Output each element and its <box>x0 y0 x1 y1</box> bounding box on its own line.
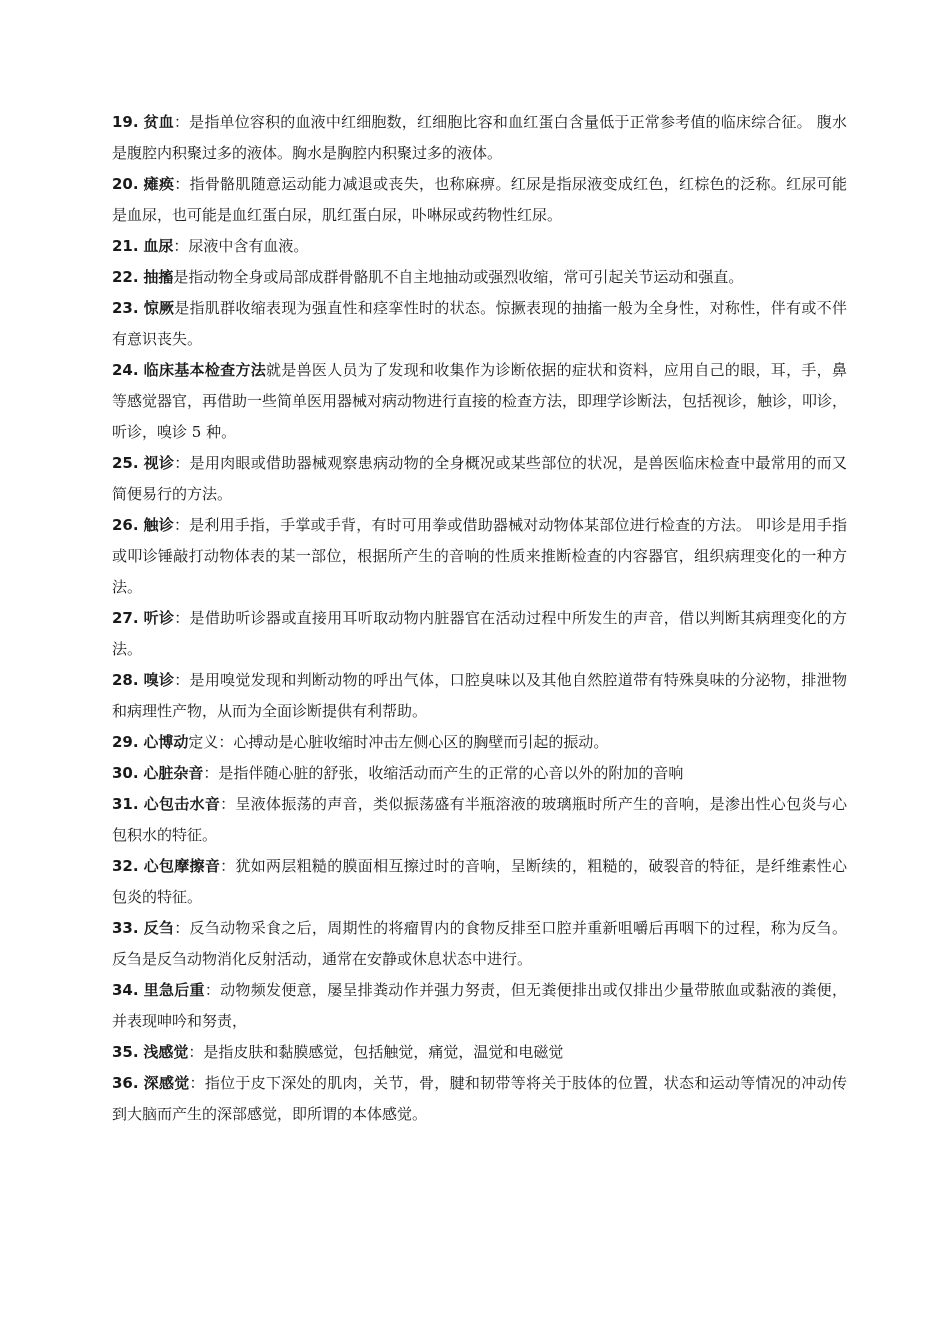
entry-term: 里急后重 <box>143 981 205 999</box>
entry-number: 23. <box>112 299 139 317</box>
document-page <box>112 107 847 1130</box>
entry-text: ：尿液中含有血液。 <box>173 237 309 255</box>
entry-36 <box>112 1068 847 1130</box>
entry-number: 26. <box>112 516 139 534</box>
entry-number: 21. <box>112 237 139 255</box>
entry-text: ：动物频发便意，屡呈排粪动作并强力努责，但无粪便排出或仅排出少量带脓血或黏液的粪便，并表现呻吟和努责， <box>112 981 847 1030</box>
entry-text: ：指骨骼肌随意运动能力减退或丧失，也称麻痹。红尿是指尿液变成红色，红棕色的泛称。红尿可能是血尿，也可能是血红蛋白尿，肌红蛋白尿，卟啉尿或药物性红尿。 <box>112 175 847 224</box>
entry-23 <box>112 293 847 355</box>
entry-term: 深感觉 <box>143 1074 190 1092</box>
entry-term: 贫血 <box>143 113 174 131</box>
entry-term: 心脏杂音 <box>143 764 204 782</box>
entry-35 <box>112 1037 847 1068</box>
entry-number: 30. <box>112 764 139 782</box>
entry-text: ：是指伴随心脏的舒张，收缩活动而产生的正常的心音以外的附加的音响 <box>203 764 684 782</box>
entry-term: 浅感觉 <box>143 1043 189 1061</box>
entry-number: 20. <box>112 175 139 193</box>
entry-text: ：指位于皮下深处的肌肉，关节，骨，腱和韧带等将关于肢体的位置，状态和运动等情况的冲动传到大脑而产生的深部感觉，即所谓的本体感觉。 <box>112 1074 847 1123</box>
entry-term: 血尿 <box>143 237 174 255</box>
entry-text: ：是利用手指，手掌或手背，有时可用拳或借助器械对动物体某部位进行检查的方法。 叩诊是用手指或叩诊锤敲打动物体表的某一部位，根据所产生的音响的性质来推断检查的内容器官，组织病理变化的一种方法。 <box>112 516 847 596</box>
entry-term: 惊厥 <box>143 299 175 317</box>
entry-text: 是指肌群收缩表现为强直性和痉挛性时的状态。惊撅表现的抽搐一般为全身性，对称性，伴有或不伴有意识丧失。 <box>112 299 847 348</box>
entry-30 <box>112 758 847 789</box>
entry-24 <box>112 355 847 448</box>
entry-text: 是指动物全身或局部成群骨骼肌不自主地抽动或强烈收缩，常可引起关节运动和强直。 <box>173 268 744 286</box>
entry-28 <box>112 665 847 727</box>
entry-34 <box>112 975 847 1037</box>
entry-number: 24. <box>112 361 139 379</box>
entry-32 <box>112 851 847 913</box>
entry-term: 嗅诊 <box>143 671 175 689</box>
entry-term: 反刍 <box>143 919 175 937</box>
entry-term: 临床基本检查方法 <box>143 361 267 379</box>
entry-number: 34. <box>112 981 139 999</box>
entry-text: ：反刍动物采食之后，周期性的将瘤胃内的食物反排至口腔并重新咀嚼后再咽下的过程，称为反刍。反刍是反刍动物消化反射活动，通常在安静或休息状态中进行。 <box>112 919 847 968</box>
entry-text: ：是用肉眼或借助器械观察患病动物的全身概况或某些部位的状况，是兽医临床检查中最常用的而又简便易行的方法。 <box>112 454 847 503</box>
entry-number: 29. <box>112 733 139 751</box>
entry-text: ：是用嗅觉发现和判断动物的呼出气体，口腔臭味以及其他自然腔道带有特殊臭味的分泌物，排泄物和病理性产物，从而为全面诊断提供有利帮助。 <box>112 671 847 720</box>
entry-text: ：犹如两层粗糙的膜面相互擦过时的音响，呈断续的，粗糙的，破裂音的特征，是纤维素性心包炎的特征。 <box>112 857 847 906</box>
entry-19 <box>112 107 847 169</box>
entry-text: ：是借助听诊器或直接用耳听取动物内脏器官在活动过程中所发生的声音，借以判断其病理变化的方法。 <box>112 609 847 658</box>
entry-number: 22. <box>112 268 139 286</box>
entry-number: 28. <box>112 671 139 689</box>
entry-term: 心博动 <box>143 733 189 751</box>
entry-26 <box>112 510 847 603</box>
entry-number: 27. <box>112 609 139 627</box>
entry-term: 抽搐 <box>143 268 174 286</box>
entry-number: 19. <box>112 113 139 131</box>
entry-text: 就是兽医人员为了发现和收集作为诊断依据的症状和资料，应用自己的眼，耳，手，鼻等感觉器官，再借助一些简单医用器械对病动物进行直接的检查方法，即理学诊断法，包括视诊，触诊，叩诊，听诊，嗅诊 5 种。 <box>112 361 848 441</box>
entry-term: 心包摩擦音 <box>143 857 221 875</box>
entry-term: 瘫痪 <box>143 175 175 193</box>
entry-term: 听诊 <box>143 609 175 627</box>
entry-text: ：呈液体振荡的声音，类似振荡盛有半瓶溶液的玻璃瓶时所产生的音响，是渗出性心包炎与心包积水的特征。 <box>112 795 847 844</box>
entry-text: ：是指皮肤和黏膜感觉，包括触觉，痛觉，温觉和电磁觉 <box>188 1043 564 1061</box>
entry-text: ：是指单位容积的血液中红细胞数，红细胞比容和血红蛋白含量低于正常参考值的临床综合征。 腹水是腹腔内积聚过多的液体。胸水是胸腔内积聚过多的液体。 <box>112 113 847 162</box>
entry-20 <box>112 169 847 231</box>
entry-22 <box>112 262 847 293</box>
entry-25 <box>112 448 847 510</box>
entry-text: 定义：心搏动是心脏收缩时冲击左侧心区的胸壁而引起的振动。 <box>188 733 609 751</box>
entry-29 <box>112 727 847 758</box>
entry-33 <box>112 913 847 975</box>
entry-27 <box>112 603 847 665</box>
entry-number: 33. <box>112 919 139 937</box>
entry-number: 36. <box>112 1074 139 1092</box>
entry-term: 视诊 <box>143 454 175 472</box>
entry-number: 31. <box>112 795 139 813</box>
entry-number: 25. <box>112 454 139 472</box>
entry-number: 32. <box>112 857 139 875</box>
entry-number: 35. <box>112 1043 139 1061</box>
entry-31 <box>112 789 847 851</box>
entry-term: 心包击水音 <box>143 795 221 813</box>
entry-21 <box>112 231 847 262</box>
entry-term: 触诊 <box>143 516 174 534</box>
